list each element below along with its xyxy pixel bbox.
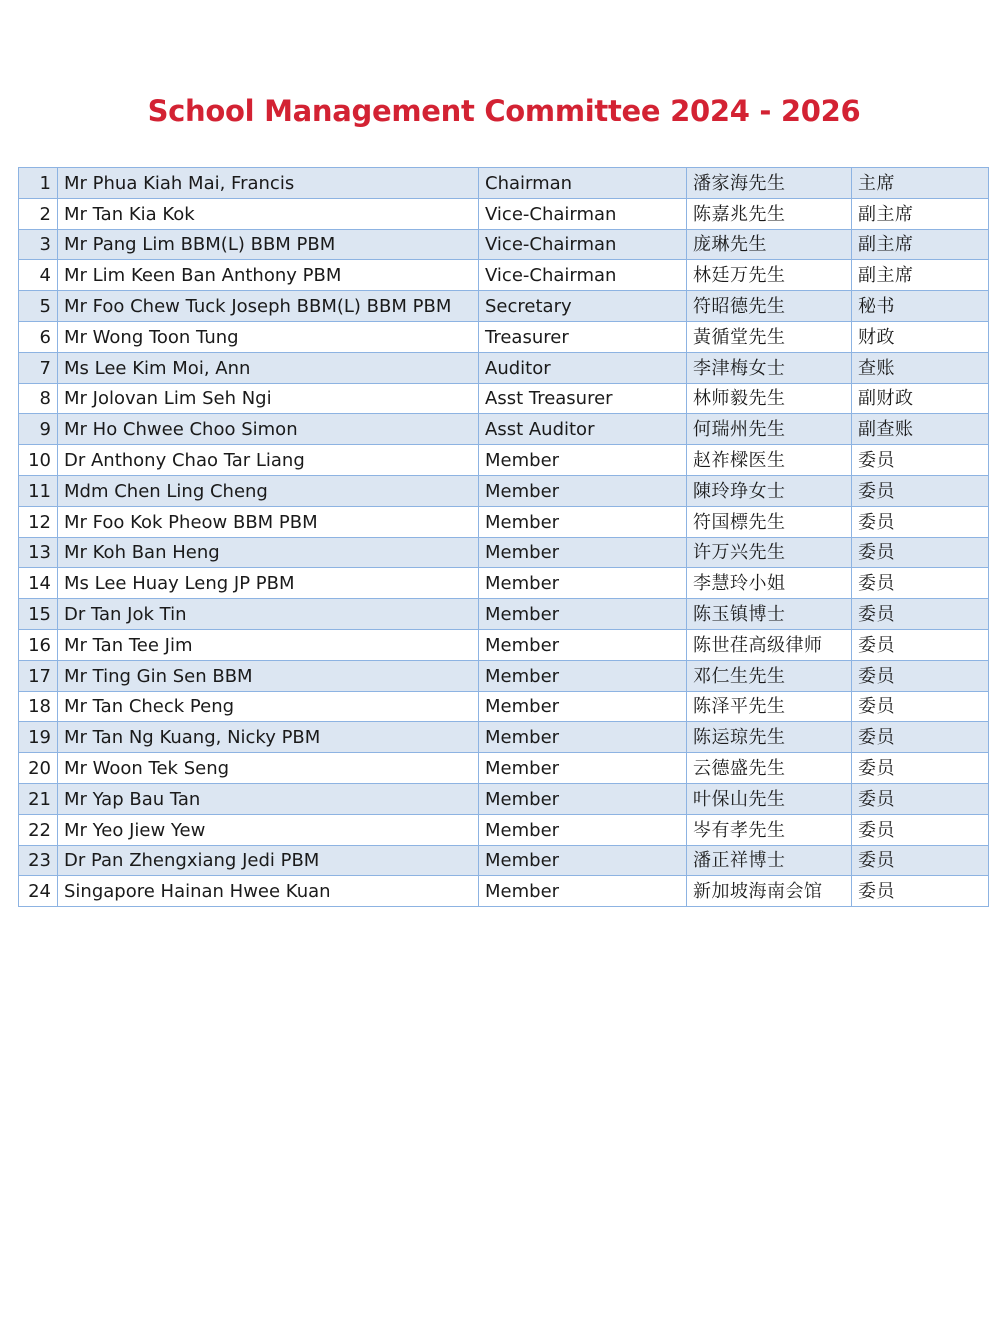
member-number: 20: [19, 753, 58, 784]
table-row: [19, 414, 989, 445]
member-name: Mr Tan Tee Jim: [58, 629, 479, 660]
member-chinese-role: 委员: [852, 876, 989, 907]
member-number: 15: [19, 599, 58, 630]
member-name: Mr Phua Kiah Mai, Francis: [58, 168, 479, 199]
member-chinese-name: 陈嘉兆先生: [687, 198, 852, 229]
member-role: Member: [479, 506, 687, 537]
member-role: Chairman: [479, 168, 687, 199]
member-number: 4: [19, 260, 58, 291]
member-name: Mr Tan Check Peng: [58, 691, 479, 722]
member-name: Ms Lee Kim Moi, Ann: [58, 352, 479, 383]
member-chinese-role: 财政: [852, 321, 989, 352]
member-number: 17: [19, 660, 58, 691]
member-number: 6: [19, 321, 58, 352]
member-chinese-name: 林廷万先生: [687, 260, 852, 291]
table-row: [19, 629, 989, 660]
table-row: [19, 198, 989, 229]
table-row: [19, 506, 989, 537]
member-role: Asst Treasurer: [479, 383, 687, 414]
member-name: Mr Ho Chwee Choo Simon: [58, 414, 479, 445]
table-row: [19, 537, 989, 568]
member-number: 22: [19, 814, 58, 845]
member-name: Mr Yeo Jiew Yew: [58, 814, 479, 845]
member-chinese-role: 副主席: [852, 260, 989, 291]
member-chinese-name: 云德盛先生: [687, 753, 852, 784]
table-row: [19, 753, 989, 784]
member-role: Vice-Chairman: [479, 229, 687, 260]
member-chinese-role: 委员: [852, 753, 989, 784]
member-name: Mr Tan Kia Kok: [58, 198, 479, 229]
member-number: 8: [19, 383, 58, 414]
member-chinese-name: 赵祚樑医生: [687, 445, 852, 476]
member-role: Member: [479, 475, 687, 506]
member-chinese-name: 叶保山先生: [687, 783, 852, 814]
table-row: [19, 783, 989, 814]
member-name: Mdm Chen Ling Cheng: [58, 475, 479, 506]
member-chinese-role: 委员: [852, 599, 989, 630]
table-row: [19, 229, 989, 260]
member-chinese-role: 副主席: [852, 229, 989, 260]
member-chinese-name: 庞琳先生: [687, 229, 852, 260]
member-number: 3: [19, 229, 58, 260]
member-number: 10: [19, 445, 58, 476]
member-chinese-role: 委员: [852, 445, 989, 476]
member-chinese-role: 委员: [852, 629, 989, 660]
member-chinese-name: 陈玉镇博士: [687, 599, 852, 630]
member-chinese-role: 副财政: [852, 383, 989, 414]
member-chinese-role: 查账: [852, 352, 989, 383]
member-name: Mr Woon Tek Seng: [58, 753, 479, 784]
member-chinese-name: 许万兴先生: [687, 537, 852, 568]
member-chinese-name: 林师毅先生: [687, 383, 852, 414]
member-role: Member: [479, 537, 687, 568]
table-row: [19, 876, 989, 907]
member-number: 21: [19, 783, 58, 814]
member-chinese-name: 陳玲琤女士: [687, 475, 852, 506]
member-chinese-role: 秘书: [852, 291, 989, 322]
member-name: Dr Anthony Chao Tar Liang: [58, 445, 479, 476]
member-chinese-role: 委员: [852, 660, 989, 691]
member-number: 24: [19, 876, 58, 907]
table-row: [19, 291, 989, 322]
table-row: [19, 814, 989, 845]
member-name: Mr Koh Ban Heng: [58, 537, 479, 568]
member-chinese-role: 委员: [852, 691, 989, 722]
member-name: Singapore Hainan Hwee Kuan: [58, 876, 479, 907]
table-row: [19, 321, 989, 352]
member-chinese-name: 陈运琼先生: [687, 722, 852, 753]
member-number: 13: [19, 537, 58, 568]
member-name: Dr Tan Jok Tin: [58, 599, 479, 630]
member-name: Ms Lee Huay Leng JP PBM: [58, 568, 479, 599]
member-name: Mr Yap Bau Tan: [58, 783, 479, 814]
member-chinese-name: 符国標先生: [687, 506, 852, 537]
committee-table-body: [19, 168, 989, 907]
committee-table: [18, 167, 989, 907]
member-chinese-name: 李慧玲小姐: [687, 568, 852, 599]
member-role: Vice-Chairman: [479, 198, 687, 229]
member-number: 2: [19, 198, 58, 229]
member-role: Auditor: [479, 352, 687, 383]
member-number: 23: [19, 845, 58, 876]
member-chinese-role: 委员: [852, 814, 989, 845]
table-row: [19, 168, 989, 199]
member-number: 7: [19, 352, 58, 383]
table-row: [19, 352, 989, 383]
member-number: 11: [19, 475, 58, 506]
member-chinese-role: 委员: [852, 722, 989, 753]
member-chinese-role: 委员: [852, 783, 989, 814]
member-role: Member: [479, 629, 687, 660]
member-chinese-role: 副主席: [852, 198, 989, 229]
member-role: Member: [479, 691, 687, 722]
member-number: 14: [19, 568, 58, 599]
table-row: [19, 722, 989, 753]
member-role: Member: [479, 814, 687, 845]
member-number: 9: [19, 414, 58, 445]
member-role: Member: [479, 568, 687, 599]
member-role: Asst Auditor: [479, 414, 687, 445]
member-chinese-name: 潘家海先生: [687, 168, 852, 199]
page-title: School Management Committee 2024 - 2026: [147, 94, 861, 128]
member-name: Mr Lim Keen Ban Anthony PBM: [58, 260, 479, 291]
member-role: Member: [479, 599, 687, 630]
member-name: Mr Jolovan Lim Seh Ngi: [58, 383, 479, 414]
member-chinese-role: 副查账: [852, 414, 989, 445]
member-chinese-role: 委员: [852, 845, 989, 876]
member-number: 5: [19, 291, 58, 322]
member-name: Mr Foo Kok Pheow BBM PBM: [58, 506, 479, 537]
member-name: Mr Foo Chew Tuck Joseph BBM(L) BBM PBM: [58, 291, 479, 322]
member-role: Member: [479, 445, 687, 476]
member-role: Member: [479, 845, 687, 876]
member-role: Member: [479, 722, 687, 753]
member-name: Mr Ting Gin Sen BBM: [58, 660, 479, 691]
member-chinese-name: 新加坡海南会馆: [687, 876, 852, 907]
member-chinese-role: 委员: [852, 537, 989, 568]
member-chinese-role: 委员: [852, 568, 989, 599]
table-row: [19, 475, 989, 506]
member-name: Mr Pang Lim BBM(L) BBM PBM: [58, 229, 479, 260]
member-chinese-name: 李津梅女士: [687, 352, 852, 383]
table-row: [19, 445, 989, 476]
member-chinese-name: 岑有孝先生: [687, 814, 852, 845]
table-row: [19, 568, 989, 599]
table-row: [19, 845, 989, 876]
table-row: [19, 660, 989, 691]
member-role: Secretary: [479, 291, 687, 322]
member-role: Treasurer: [479, 321, 687, 352]
member-role: Member: [479, 753, 687, 784]
member-chinese-name: 陈世荏高级律师: [687, 629, 852, 660]
member-number: 16: [19, 629, 58, 660]
member-chinese-role: 委员: [852, 506, 989, 537]
member-number: 1: [19, 168, 58, 199]
member-chinese-role: 委员: [852, 475, 989, 506]
member-role: Member: [479, 783, 687, 814]
member-role: Vice-Chairman: [479, 260, 687, 291]
member-name: Mr Tan Ng Kuang, Nicky PBM: [58, 722, 479, 753]
member-chinese-name: 陈泽平先生: [687, 691, 852, 722]
member-name: Dr Pan Zhengxiang Jedi PBM: [58, 845, 479, 876]
member-role: Member: [479, 876, 687, 907]
member-chinese-name: 邓仁生先生: [687, 660, 852, 691]
member-chinese-name: 潘正祥博士: [687, 845, 852, 876]
member-chinese-name: 何瑞州先生: [687, 414, 852, 445]
member-chinese-name: 符昭德先生: [687, 291, 852, 322]
table-row: [19, 260, 989, 291]
member-chinese-name: 黃循堂先生: [687, 321, 852, 352]
member-number: 12: [19, 506, 58, 537]
member-role: Member: [479, 660, 687, 691]
member-number: 18: [19, 691, 58, 722]
table-row: [19, 599, 989, 630]
member-number: 19: [19, 722, 58, 753]
table-row: [19, 691, 989, 722]
member-name: Mr Wong Toon Tung: [58, 321, 479, 352]
member-chinese-role: 主席: [852, 168, 989, 199]
table-row: [19, 383, 989, 414]
